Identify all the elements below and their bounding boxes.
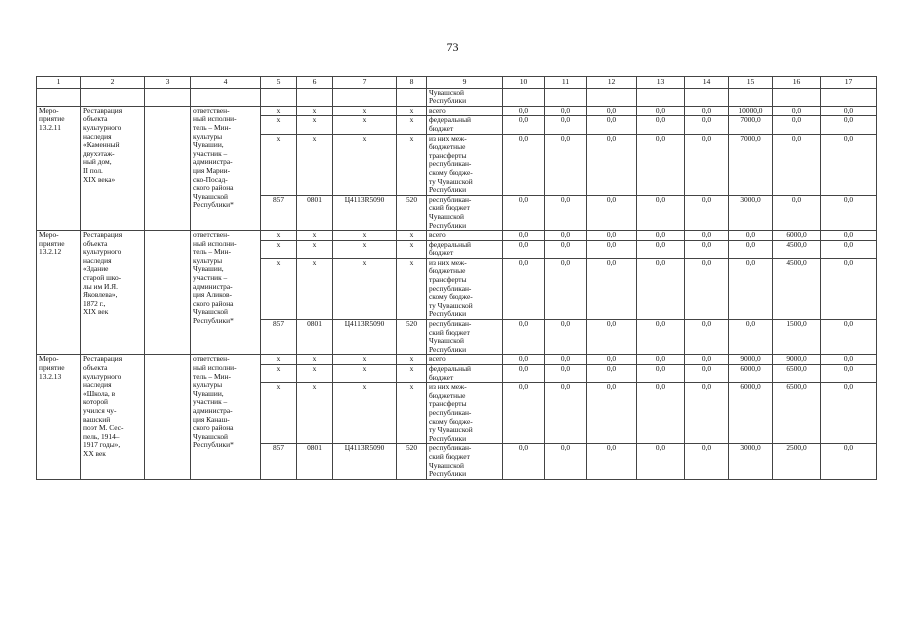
budget-code-cell: x [261, 231, 297, 241]
cell [397, 88, 427, 106]
column-number-header: 15 [729, 77, 773, 89]
column-number-header: 2 [81, 77, 145, 89]
continuation-row [37, 88, 877, 106]
amount-cell: 0,0 [685, 231, 729, 241]
amount-cell: 0,0 [729, 231, 773, 241]
amount-cell: 0,0 [773, 195, 821, 230]
cell [637, 88, 685, 106]
amount-cell: 0,0 [503, 116, 545, 134]
table-row [37, 106, 877, 116]
amount-cell: 0,0 [729, 240, 773, 258]
budget-code-cell: x [297, 258, 333, 319]
amount-cell: 0,0 [637, 195, 685, 230]
executor-cell: ответствен- ный исполни- тель – Мин- культуры Чувашии, участник – администра- ция Аликов- ского района Чувашской Республики* [191, 231, 261, 355]
amount-cell: 0,0 [503, 444, 545, 479]
amount-cell: 6500,0 [773, 383, 821, 444]
amount-cell: 0,0 [587, 240, 637, 258]
amount-cell: 0,0 [821, 240, 877, 258]
amount-cell: 0,0 [503, 240, 545, 258]
amount-cell: 0,0 [685, 258, 729, 319]
budget-code-cell: x [397, 240, 427, 258]
column-number-header: 3 [145, 77, 191, 89]
amount-cell: 0,0 [587, 355, 637, 365]
budget-code-cell: x [333, 355, 397, 365]
funding-source-cell: республикан- ский бюджет Чувашской Республики [427, 195, 503, 230]
amount-cell: 0,0 [821, 444, 877, 479]
budget-code-cell: x [333, 116, 397, 134]
amount-cell: 0,0 [685, 195, 729, 230]
amount-cell: 0,0 [503, 383, 545, 444]
amount-cell: 0,0 [545, 444, 587, 479]
amount-cell: 0,0 [685, 106, 729, 116]
event-number-cell: Меро- приятие 13.2.13 [37, 355, 81, 479]
amount-cell: 0,0 [503, 355, 545, 365]
amount-cell: 0,0 [685, 444, 729, 479]
amount-cell: 0,0 [587, 106, 637, 116]
column-number-header: 10 [503, 77, 545, 89]
cell [261, 88, 297, 106]
event-description-cell: Реставрация объекта культурного наследия «Школа, в которой учился чу- вашский поэт М. Сес- пель, 1914– 1917 годы», XX век [81, 355, 145, 479]
table-row [37, 231, 877, 241]
amount-cell: 0,0 [637, 320, 685, 355]
cell [297, 88, 333, 106]
column-number-header: 11 [545, 77, 587, 89]
budget-code-cell: x [333, 383, 397, 444]
cell [333, 88, 397, 106]
amount-cell: 2500,0 [773, 444, 821, 479]
amount-cell: 0,0 [685, 134, 729, 195]
budget-code-cell: x [297, 231, 333, 241]
amount-cell: 0,0 [729, 320, 773, 355]
amount-cell: 0,0 [587, 195, 637, 230]
budget-code-cell: x [333, 258, 397, 319]
cell [545, 88, 587, 106]
cell [145, 88, 191, 106]
amount-cell: 0,0 [545, 355, 587, 365]
amount-cell: 0,0 [637, 383, 685, 444]
amount-cell: 0,0 [587, 231, 637, 241]
amount-cell: 4500,0 [773, 240, 821, 258]
funding-source-cell: федеральный бюджет [427, 240, 503, 258]
budget-code-cell: x [333, 106, 397, 116]
budget-code-cell: 0801 [297, 444, 333, 479]
funding-source-cell: из них меж- бюджетные трансферты республикан- скому бюдже- ту Чувашской Республики [427, 383, 503, 444]
amount-cell: 0,0 [545, 134, 587, 195]
column-number-header: 4 [191, 77, 261, 89]
budget-code-cell: x [297, 383, 333, 444]
amount-cell: 0,0 [587, 258, 637, 319]
amount-cell: 0,0 [503, 134, 545, 195]
empty-cell [145, 355, 191, 479]
budget-table [36, 76, 877, 480]
amount-cell: 0,0 [545, 116, 587, 134]
amount-cell: 0,0 [637, 240, 685, 258]
budget-code-cell: x [397, 365, 427, 383]
amount-cell: 0,0 [821, 320, 877, 355]
amount-cell: 0,0 [773, 134, 821, 195]
amount-cell: 0,0 [637, 116, 685, 134]
event-number-cell: Меро- приятие 13.2.12 [37, 231, 81, 355]
amount-cell: 0,0 [545, 383, 587, 444]
amount-cell: 7000,0 [729, 134, 773, 195]
amount-cell: 0,0 [637, 355, 685, 365]
budget-code-cell: x [397, 258, 427, 319]
budget-code-cell: x [261, 106, 297, 116]
event-description-cell: Реставрация объекта культурного наследия «Здание старой шко- лы им И.Я. Яковлева», 1872 г., XIX век [81, 231, 145, 355]
budget-code-cell: x [397, 383, 427, 444]
budget-code-cell: x [397, 116, 427, 134]
empty-cell [145, 106, 191, 230]
amount-cell: 0,0 [773, 106, 821, 116]
column-number-header: 14 [685, 77, 729, 89]
amount-cell: 0,0 [821, 365, 877, 383]
budget-code-cell: x [297, 365, 333, 383]
column-number-header: 5 [261, 77, 297, 89]
executor-cell: ответствен- ный исполни- тель – Мин- культуры Чувашии, участник – администра- ция Марии- ско-Посад- ского района Чувашской Республики* [191, 106, 261, 230]
amount-cell: 0,0 [503, 320, 545, 355]
amount-cell: 0,0 [587, 444, 637, 479]
funding-source-cell: всего [427, 231, 503, 241]
budget-code-cell: x [261, 240, 297, 258]
budget-code-cell: 520 [397, 195, 427, 230]
funding-source-cell: из них меж- бюджетные трансферты республикан- скому бюдже- ту Чувашской Республики [427, 134, 503, 195]
budget-code-cell: Ц4113R5090 [333, 444, 397, 479]
amount-cell: 0,0 [821, 134, 877, 195]
amount-cell: 0,0 [545, 365, 587, 383]
column-number-header: 17 [821, 77, 877, 89]
cell [37, 88, 81, 106]
amount-cell: 6500,0 [773, 365, 821, 383]
funding-source-cell: федеральный бюджет [427, 365, 503, 383]
funding-source-cell: всего [427, 355, 503, 365]
amount-cell: 9000,0 [729, 355, 773, 365]
amount-cell: 0,0 [545, 258, 587, 319]
budget-code-cell: x [261, 355, 297, 365]
funding-source-cell: федеральный бюджет [427, 116, 503, 134]
event-description-cell: Реставрация объекта культурного наследия «Каменный двухэтаж- ный дом, II пол. XIX века» [81, 106, 145, 230]
amount-cell: 0,0 [587, 320, 637, 355]
amount-cell: 0,0 [503, 195, 545, 230]
budget-code-cell: x [297, 116, 333, 134]
funding-source-cell: республикан- ский бюджет Чувашской Республики [427, 320, 503, 355]
amount-cell: 3000,0 [729, 444, 773, 479]
column-number-header: 6 [297, 77, 333, 89]
budget-code-cell: x [297, 355, 333, 365]
cell [191, 88, 261, 106]
amount-cell: 0,0 [685, 383, 729, 444]
budget-code-cell: 0801 [297, 195, 333, 230]
budget-code-cell: x [261, 383, 297, 444]
budget-code-cell: x [297, 106, 333, 116]
page-number: 73 [446, 40, 459, 54]
amount-cell: 0,0 [637, 106, 685, 116]
budget-code-cell: x [397, 355, 427, 365]
amount-cell: 0,0 [637, 231, 685, 241]
funding-source-cell: всего [427, 106, 503, 116]
event-number-cell: Меро- приятие 13.2.11 [37, 106, 81, 230]
amount-cell: 0,0 [587, 134, 637, 195]
budget-code-cell: x [397, 106, 427, 116]
cell [81, 88, 145, 106]
budget-code-cell: x [261, 134, 297, 195]
cell [729, 88, 773, 106]
executor-cell: ответствен- ный исполни- тель – Мин- культуры Чувашии, участник – администра- ция Канаш- ского района Чувашской Республики* [191, 355, 261, 479]
amount-cell: 6000,0 [773, 231, 821, 241]
amount-cell: 0,0 [503, 365, 545, 383]
amount-cell: 0,0 [545, 231, 587, 241]
budget-code-cell: 857 [261, 320, 297, 355]
amount-cell: 0,0 [821, 195, 877, 230]
column-number-header: 16 [773, 77, 821, 89]
amount-cell: 1500,0 [773, 320, 821, 355]
amount-cell: 0,0 [587, 383, 637, 444]
budget-code-cell: x [333, 231, 397, 241]
amount-cell: 0,0 [545, 240, 587, 258]
amount-cell: 0,0 [821, 106, 877, 116]
budget-code-cell: x [297, 134, 333, 195]
amount-cell: 0,0 [773, 116, 821, 134]
amount-cell: 0,0 [637, 258, 685, 319]
amount-cell: 0,0 [685, 116, 729, 134]
budget-code-cell: 857 [261, 195, 297, 230]
cell [503, 88, 545, 106]
amount-cell: 0,0 [545, 106, 587, 116]
column-number-header: 7 [333, 77, 397, 89]
amount-cell: 10000,0 [729, 106, 773, 116]
column-number-header: 13 [637, 77, 685, 89]
cell [821, 88, 877, 106]
header-row [37, 77, 877, 89]
funding-source-cell: республикан- ский бюджет Чувашской Республики [427, 444, 503, 479]
amount-cell: 0,0 [685, 365, 729, 383]
amount-cell: 0,0 [685, 240, 729, 258]
cell [587, 88, 637, 106]
amount-cell: 9000,0 [773, 355, 821, 365]
amount-cell: 0,0 [545, 195, 587, 230]
amount-cell: 0,0 [587, 365, 637, 383]
amount-cell: 0,0 [545, 320, 587, 355]
amount-cell: 0,0 [637, 134, 685, 195]
amount-cell: 0,0 [637, 444, 685, 479]
empty-cell [145, 231, 191, 355]
funding-source-cell: из них меж- бюджетные трансферты республикан- скому бюдже- ту Чувашской Республики [427, 258, 503, 319]
amount-cell: 0,0 [821, 258, 877, 319]
column-number-header: 12 [587, 77, 637, 89]
amount-cell: 7000,0 [729, 116, 773, 134]
amount-cell: 3000,0 [729, 195, 773, 230]
amount-cell: 0,0 [503, 258, 545, 319]
budget-code-cell: 0801 [297, 320, 333, 355]
amount-cell: 6000,0 [729, 383, 773, 444]
amount-cell: 0,0 [729, 258, 773, 319]
column-number-header: 9 [427, 77, 503, 89]
funding-source-cell: Чувашской Республики [427, 88, 503, 106]
table-row [37, 355, 877, 365]
budget-code-cell: Ц4113R5090 [333, 320, 397, 355]
budget-code-cell: x [261, 116, 297, 134]
budget-code-cell: 520 [397, 320, 427, 355]
budget-code-cell: x [397, 134, 427, 195]
amount-cell: 0,0 [821, 116, 877, 134]
budget-code-cell: x [297, 240, 333, 258]
amount-cell: 0,0 [821, 231, 877, 241]
amount-cell: 0,0 [503, 231, 545, 241]
amount-cell: 0,0 [821, 355, 877, 365]
amount-cell: 4500,0 [773, 258, 821, 319]
budget-code-cell: 520 [397, 444, 427, 479]
budget-code-cell: x [333, 365, 397, 383]
column-number-header: 8 [397, 77, 427, 89]
budget-code-cell: x [333, 240, 397, 258]
budget-code-cell: x [261, 365, 297, 383]
amount-cell: 0,0 [821, 383, 877, 444]
column-number-header: 1 [37, 77, 81, 89]
budget-code-cell: x [261, 258, 297, 319]
budget-code-cell: x [397, 231, 427, 241]
amount-cell: 0,0 [685, 320, 729, 355]
amount-cell: 0,0 [503, 106, 545, 116]
cell [685, 88, 729, 106]
amount-cell: 0,0 [685, 355, 729, 365]
cell [773, 88, 821, 106]
budget-code-cell: x [333, 134, 397, 195]
amount-cell: 0,0 [587, 116, 637, 134]
budget-code-cell: Ц4113R5090 [333, 195, 397, 230]
amount-cell: 0,0 [637, 365, 685, 383]
amount-cell: 6000,0 [729, 365, 773, 383]
budget-code-cell: 857 [261, 444, 297, 479]
